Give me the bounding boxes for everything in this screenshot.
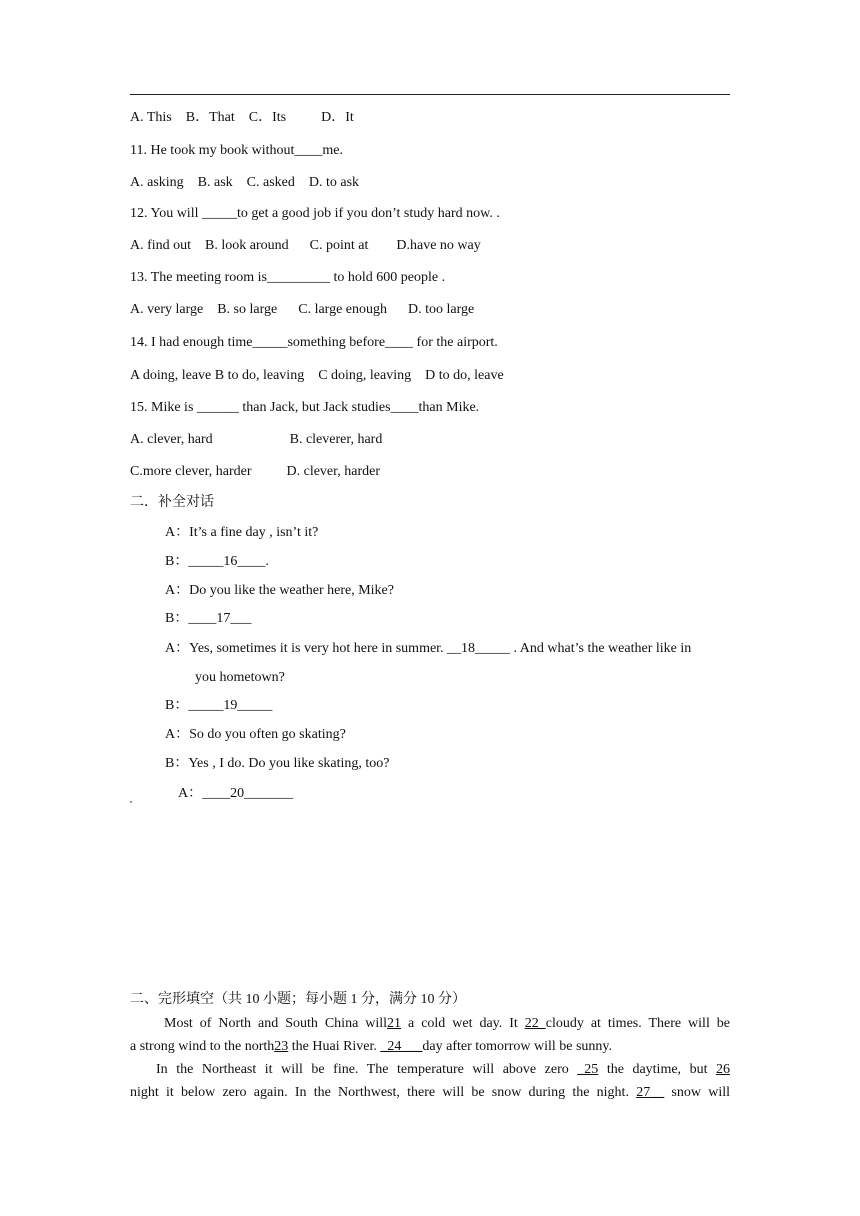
dialogue-line: B：Yes , I do. Do you like skating, too? [165, 756, 390, 771]
blank-25: _25 [577, 1062, 599, 1077]
dialogue-line: B：_____16____. [165, 554, 269, 569]
q14-options: A doing, leave B to do, leaving C doing, leaving D to do, leave [130, 368, 504, 383]
blank-27: 27__ [636, 1085, 665, 1100]
blank-22: 22 [524, 1016, 546, 1031]
blank-26: 26 [716, 1062, 730, 1077]
q15-stem: 15. Mike is ______ than Jack, but Jack studies____than Mike. [130, 400, 480, 415]
cloze-section-title: 二、完形填空（共 10 小题；每小题 1 分，满分 10 分） [130, 992, 466, 1007]
blank-21: 21 [387, 1016, 402, 1031]
q12-stem: 12. You will _____to get a good job if you don’t study hard now. . [130, 206, 500, 221]
q14-stem: 14. I had enough time_____something before____ for the airport. [130, 335, 498, 350]
dialogue-line: A：____20_______ [178, 786, 294, 801]
cloze-line: In the Northeast it will be fine. The temperature will above zero _25 the daytime, but 26 [156, 1062, 730, 1077]
dialogue-line: B：_____19_____ [165, 698, 273, 713]
dialogue-line: A：So do you often go skating? [165, 727, 346, 742]
cloze-line: a strong wind to the north23 the Huai River. _24___day after tomorrow will be sunny. [130, 1039, 613, 1054]
q11-options: A. asking B. ask C. asked D. to ask [130, 175, 360, 190]
header-rule [130, 94, 730, 95]
cloze-line: Most of North and South China will21 a cold wet day. It 22 cloudy at times. There will be [164, 1016, 731, 1031]
dialogue-line: A：Do you like the weather here, Mike? [165, 583, 394, 598]
q10-options: A. This B．That C．Its D．It [130, 110, 354, 125]
dialogue-line: you hometown? [195, 670, 285, 685]
stray-mark [130, 801, 132, 803]
dialogue-line: B：____17___ [165, 611, 252, 626]
blank-24: _24 [380, 1039, 402, 1054]
dialogue-line: A：It’s a fine day , isn’t it? [165, 525, 319, 540]
dialogue-section-title: 二．补全对话 [130, 495, 214, 510]
blank-23: 23 [274, 1039, 289, 1054]
q13-options: A. very large B. so large C. large enough D. too large [130, 302, 475, 317]
dialogue-line: A：Yes, sometimes it is very hot here in summer. __18_____ . And what’s the weather like in [165, 641, 692, 656]
q15-options-row2: C.more clever, harder D. clever, harder [130, 464, 380, 479]
cloze-line: night it below zero again. In the Northwest, there will be snow during the night. 27__ snow will [130, 1085, 730, 1100]
q11-stem: 11. He took my book without____me. [130, 143, 343, 158]
q15-options-row1: A. clever, hard B. cleverer, hard [130, 432, 383, 447]
q13-stem: 13. The meeting room is_________ to hold 600 people . [130, 270, 446, 285]
q12-options: A. find out B. look around C. point at D.have no way [130, 238, 481, 253]
